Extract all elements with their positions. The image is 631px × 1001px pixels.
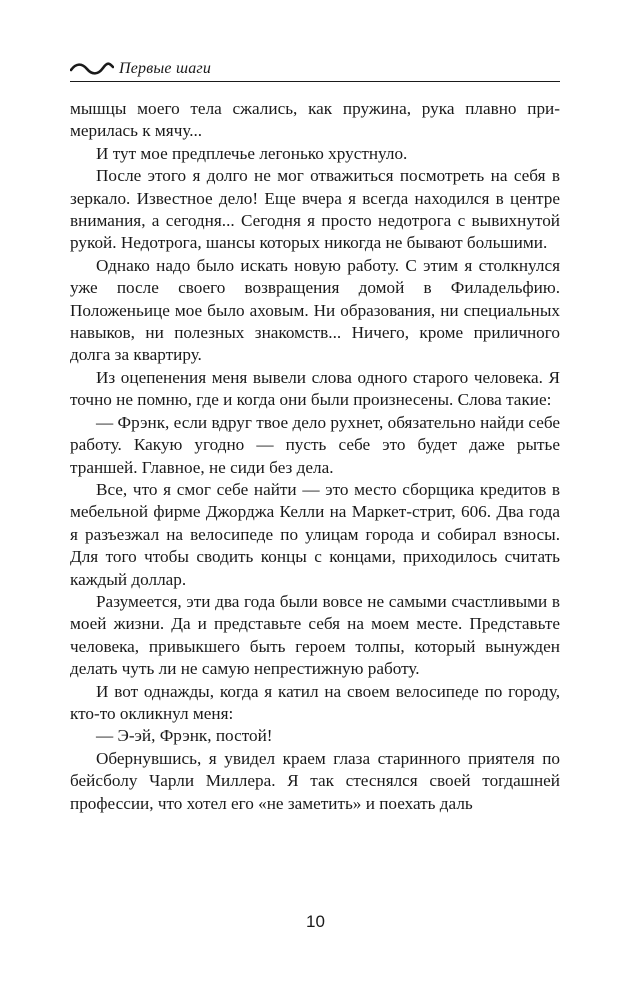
tilde-swash-ornament-icon xyxy=(70,62,114,76)
paragraph: Однако надо было искать новую работу. С этим я столкнулся уже после своего возвращения домой в Филадельфию. Положеньице мое было аховым. Ни образования, ни специальных навыков, ни полезных знакомств... Ничего, кроме приличного долга за квартиру. xyxy=(70,255,560,365)
paragraph: И тут мое предплечье легонько хрустнуло. xyxy=(96,143,408,163)
body-text xyxy=(70,98,560,815)
page-number: 10 xyxy=(306,912,325,931)
running-head xyxy=(70,60,560,82)
paragraph: После этого я долго не мог отважиться посмотреть на себя в зеркало. Известное дело! Еще вчера я всегда находился в центре внимания, а сегодня... Сегодня я просто недотрога с вывихнутой рукой. Недотрога, шансы которых никогда не бывают большими. xyxy=(70,166,560,253)
paragraph: Все, что я смог себе найти — это место сборщика кредитов в мебельной фирме Джорджа Келли на Маркет-стрит, 606. Два года я разъезжал на велосипеде по улицам города и собирал взносы. Для того чтобы сводить концы с концами, приходилось считать каждый доллар. xyxy=(70,479,560,589)
paragraph: Из оцепенения меня вывели слова одного старого человека. Я точно не помню, где и когда они были произнесены. Слова такие: xyxy=(70,367,560,410)
paragraph: Обернувшись, я увидел краем глаза старинного приятеля по бейсболу Чарли Миллера. Я так стеснялся своей тогдашней профессии, что хотел его «не заметить» и поехать даль xyxy=(70,748,560,813)
paragraph-continued: мышцы моего тела сжались, как пружина, рука плавно примерилась к мячу... xyxy=(70,99,560,141)
paragraph: Разумеется, эти два года были вовсе не самыми счастливыми в моей жизни. Да и представьте себя на моем месте. Представьте человека, привыкшего быть героем толпы, который вынужден делать чуть ли не самую непрестижную работу. xyxy=(70,591,560,679)
running-head-title: Первые шаги xyxy=(119,60,212,77)
paragraph-dialogue: — Фрэнк, если вдруг твое дело рухнет, обязательно найди себе работу. Какую угодно — пусть себе это будет даже рытье траншей. Главное, не сиди без дела. xyxy=(70,412,560,477)
header-rule xyxy=(70,81,560,82)
paragraph: И вот однажды, когда я катил на своем велосипеде по городу, кто-то окликнул меня: xyxy=(70,681,560,723)
paragraph-dialogue: — Э-эй, Фрэнк, постой! xyxy=(96,726,273,746)
